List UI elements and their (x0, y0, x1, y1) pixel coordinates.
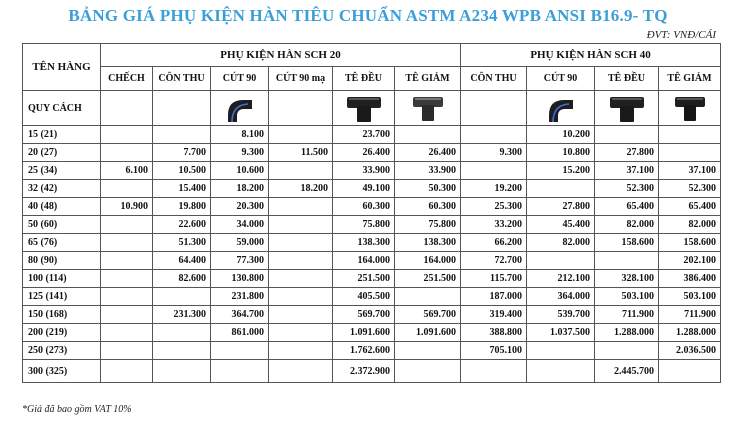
price-cell (527, 252, 595, 270)
price-cell (395, 342, 461, 360)
price-cell: 11.500 (269, 144, 333, 162)
size-cell: 20 (27) (23, 144, 101, 162)
price-cell (269, 162, 333, 180)
price-cell: 19.800 (153, 198, 211, 216)
price-cell (153, 324, 211, 342)
size-cell: 200 (219) (23, 324, 101, 342)
price-cell (595, 252, 659, 270)
price-cell: 2.036.500 (659, 342, 721, 360)
price-cell (527, 360, 595, 383)
price-cell: 37.100 (659, 162, 721, 180)
price-cell: 50.300 (395, 180, 461, 198)
price-cell: 65.400 (659, 198, 721, 216)
price-cell (101, 360, 153, 383)
price-cell: 231.300 (153, 306, 211, 324)
price-cell: 1.288.000 (659, 324, 721, 342)
size-cell: 40 (48) (23, 198, 101, 216)
size-cell: 125 (141) (23, 288, 101, 306)
price-cell: 64.400 (153, 252, 211, 270)
price-cell (395, 360, 461, 383)
price-cell: 212.100 (527, 270, 595, 288)
price-cell: 75.800 (333, 216, 395, 234)
header-sch40-cut-90: CÚT 90 (527, 67, 595, 91)
header-sch20-cut-90-ma: CÚT 90 mạ (269, 67, 333, 91)
price-cell: 364.000 (527, 288, 595, 306)
price-cell: 27.800 (527, 198, 595, 216)
price-cell: 18.200 (211, 180, 269, 198)
price-cell: 82.000 (659, 216, 721, 234)
price-cell (101, 342, 153, 360)
price-cell: 388.800 (461, 324, 527, 342)
size-cell: 50 (60) (23, 216, 101, 234)
price-cell (101, 288, 153, 306)
table-row (23, 216, 721, 234)
table-row (23, 180, 721, 198)
table-row (23, 144, 721, 162)
price-cell: 20.300 (211, 198, 269, 216)
price-cell: 10.600 (211, 162, 269, 180)
header-sch40-te-deu: TÊ ĐỀU (595, 67, 659, 91)
price-cell (527, 342, 595, 360)
price-cell: 52.300 (659, 180, 721, 198)
price-cell: 33.900 (395, 162, 461, 180)
price-cell (101, 252, 153, 270)
price-cell (101, 270, 153, 288)
price-cell: 49.100 (333, 180, 395, 198)
price-cell: 52.300 (595, 180, 659, 198)
price-cell (153, 342, 211, 360)
page-title: BẢNG GIÁ PHỤ KIỆN HÀN TIÊU CHUẨN ASTM A234 WPB ANSI B16.9- TQ (68, 6, 668, 25)
tee-equal-icon (344, 93, 384, 123)
table-row (23, 324, 721, 342)
price-cell (269, 324, 333, 342)
price-cell: 1.762.600 (333, 342, 395, 360)
size-cell: 150 (168) (23, 306, 101, 324)
size-cell: 65 (76) (23, 234, 101, 252)
price-cell: 34.000 (211, 216, 269, 234)
price-table (22, 43, 721, 383)
price-cell: 364.700 (211, 306, 269, 324)
size-cell: 15 (21) (23, 126, 101, 144)
price-cell: 60.300 (395, 198, 461, 216)
price-cell: 115.700 (461, 270, 527, 288)
price-cell (211, 360, 269, 383)
price-cell: 8.100 (211, 126, 269, 144)
price-cell (153, 126, 211, 144)
tee-reducing-icon (672, 93, 708, 123)
price-cell: 130.800 (211, 270, 269, 288)
price-cell: 26.400 (395, 144, 461, 162)
price-cell: 10.500 (153, 162, 211, 180)
price-cell: 23.700 (333, 126, 395, 144)
price-cell (269, 216, 333, 234)
price-cell (461, 162, 527, 180)
price-cell (101, 180, 153, 198)
price-cell: 503.100 (595, 288, 659, 306)
price-cell: 7.700 (153, 144, 211, 162)
price-cell: 202.100 (659, 252, 721, 270)
price-cell: 60.300 (333, 198, 395, 216)
quy-cach-row (23, 91, 721, 126)
price-cell: 158.600 (595, 234, 659, 252)
price-cell: 72.700 (461, 252, 527, 270)
price-cell (269, 288, 333, 306)
price-cell: 22.600 (153, 216, 211, 234)
price-cell (269, 342, 333, 360)
price-cell: 27.800 (595, 144, 659, 162)
price-cell (461, 360, 527, 383)
price-cell: 77.300 (211, 252, 269, 270)
header-sch20-chech: CHẾCH (101, 67, 153, 91)
price-cell (269, 198, 333, 216)
size-cell: 80 (90) (23, 252, 101, 270)
price-cell: 187.000 (461, 288, 527, 306)
header-ten-hang: TÊN HÀNG (23, 44, 101, 91)
price-cell: 1.091.600 (395, 324, 461, 342)
table-row (23, 126, 721, 144)
price-cell: 251.500 (333, 270, 395, 288)
price-cell: 10.800 (527, 144, 595, 162)
header-group-sch20: PHỤ KIỆN HÀN SCH 20 (101, 44, 461, 67)
price-cell: 59.000 (211, 234, 269, 252)
price-cell (101, 324, 153, 342)
price-cell: 6.100 (101, 162, 153, 180)
price-cell (659, 144, 721, 162)
size-cell: 300 (325) (23, 360, 101, 383)
price-cell (269, 126, 333, 144)
table-row (23, 306, 721, 324)
price-cell (153, 360, 211, 383)
price-cell: 158.600 (659, 234, 721, 252)
quy-cach-label: QUY CÁCH (23, 91, 101, 126)
tee-reducing-icon (410, 93, 446, 123)
price-cell (659, 126, 721, 144)
price-cell (527, 180, 595, 198)
header-sch40-con-thu: CÔN THU (461, 67, 527, 91)
size-cell: 250 (273) (23, 342, 101, 360)
header-sch20-cut-90: CÚT 90 (211, 67, 269, 91)
table-row (23, 234, 721, 252)
table-row (23, 288, 721, 306)
size-cell: 25 (34) (23, 162, 101, 180)
unit-label: ĐVT: VNĐ/CÁI (646, 29, 716, 41)
price-cell: 405.500 (333, 288, 395, 306)
price-cell: 19.200 (461, 180, 527, 198)
price-cell: 569.700 (395, 306, 461, 324)
price-cell (395, 288, 461, 306)
price-cell: 26.400 (333, 144, 395, 162)
price-cell (101, 126, 153, 144)
table-row (23, 342, 721, 360)
table-row (23, 198, 721, 216)
price-cell: 65.400 (595, 198, 659, 216)
price-cell: 37.100 (595, 162, 659, 180)
price-cell: 82.000 (527, 234, 595, 252)
price-cell: 2.372.900 (333, 360, 395, 383)
price-cell: 539.700 (527, 306, 595, 324)
header-sch20-te-giam: TÊ GIẢM (395, 67, 461, 91)
price-cell (595, 126, 659, 144)
price-cell: 251.500 (395, 270, 461, 288)
price-cell (269, 270, 333, 288)
price-cell (211, 342, 269, 360)
price-cell (595, 342, 659, 360)
price-cell: 328.100 (595, 270, 659, 288)
table-row (23, 360, 721, 383)
elbow-90-icon (544, 93, 578, 123)
table-row (23, 270, 721, 288)
price-cell: 386.400 (659, 270, 721, 288)
price-cell: 15.400 (153, 180, 211, 198)
price-cell: 1.288.000 (595, 324, 659, 342)
price-cell (153, 288, 211, 306)
price-cell (101, 216, 153, 234)
price-cell: 705.100 (461, 342, 527, 360)
price-cell: 51.300 (153, 234, 211, 252)
price-cell: 18.200 (269, 180, 333, 198)
price-cell (101, 144, 153, 162)
price-cell: 861.000 (211, 324, 269, 342)
size-cell: 100 (114) (23, 270, 101, 288)
tee-equal-icon (607, 93, 647, 123)
table-row (23, 252, 721, 270)
price-cell: 711.900 (595, 306, 659, 324)
price-cell: 82.600 (153, 270, 211, 288)
price-cell (659, 360, 721, 383)
price-cell (269, 234, 333, 252)
price-cell: 33.900 (333, 162, 395, 180)
price-cell (269, 360, 333, 383)
price-cell: 33.200 (461, 216, 527, 234)
header-group-sch40: PHỤ KIỆN HÀN SCH 40 (461, 44, 721, 67)
price-cell (269, 252, 333, 270)
price-cell: 75.800 (395, 216, 461, 234)
price-cell: 9.300 (461, 144, 527, 162)
price-cell: 1.037.500 (527, 324, 595, 342)
price-cell: 711.900 (659, 306, 721, 324)
price-cell: 66.200 (461, 234, 527, 252)
price-cell: 231.800 (211, 288, 269, 306)
price-cell: 15.200 (527, 162, 595, 180)
price-cell (461, 126, 527, 144)
price-cell: 569.700 (333, 306, 395, 324)
price-cell: 138.300 (395, 234, 461, 252)
table-row (23, 162, 721, 180)
price-cell: 10.900 (101, 198, 153, 216)
elbow-90-icon (223, 93, 257, 123)
price-cell: 319.400 (461, 306, 527, 324)
vat-note: *Giá đã bao gồm VAT 10% (22, 404, 132, 415)
price-cell: 45.400 (527, 216, 595, 234)
price-cell: 25.300 (461, 198, 527, 216)
size-cell: 32 (42) (23, 180, 101, 198)
price-cell: 10.200 (527, 126, 595, 144)
price-cell: 9.300 (211, 144, 269, 162)
price-cell: 1.091.600 (333, 324, 395, 342)
price-cell (101, 306, 153, 324)
header-sch20-te-deu: TÊ ĐỀU (333, 67, 395, 91)
price-cell: 138.300 (333, 234, 395, 252)
price-cell: 82.000 (595, 216, 659, 234)
price-cell: 2.445.700 (595, 360, 659, 383)
price-cell: 164.000 (333, 252, 395, 270)
price-cell: 164.000 (395, 252, 461, 270)
header-sch40-te-giam: TÊ GIẢM (659, 67, 721, 91)
price-cell: 503.100 (659, 288, 721, 306)
header-sch20-con-thu: CÔN THU (153, 67, 211, 91)
price-cell (101, 234, 153, 252)
price-cell (269, 306, 333, 324)
price-cell (395, 126, 461, 144)
